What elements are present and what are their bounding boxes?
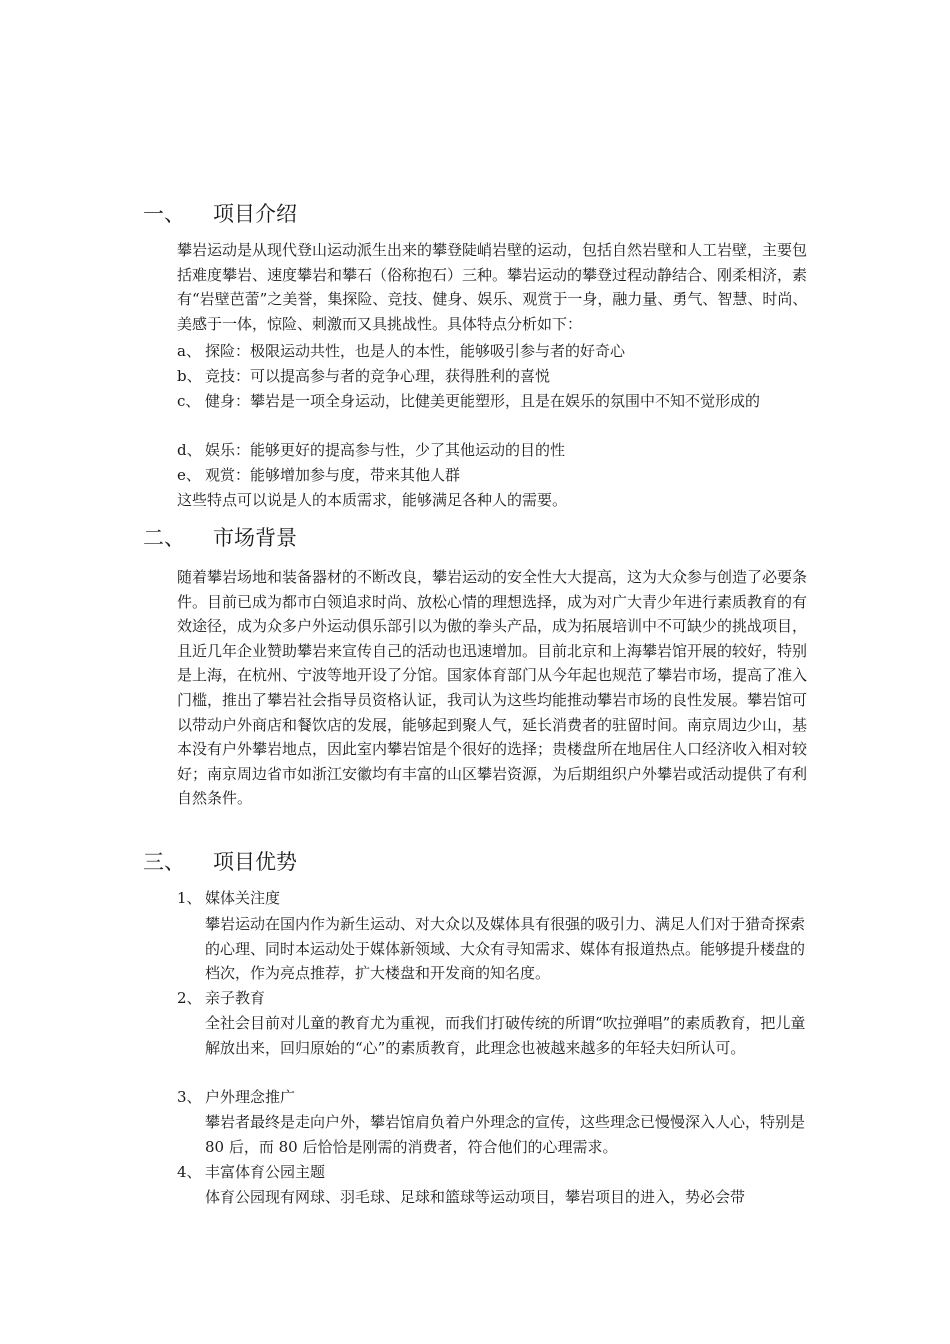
- advantage-title: [177, 886, 280, 911]
- list-text: 竞技：可以提高参与者的竞争心理，获得胜利的喜悦: [205, 367, 551, 385]
- advantage-title: [177, 986, 265, 1011]
- advantage-title-text: 媒体关注度: [205, 889, 281, 907]
- list-text: 娱乐：能够更好的提高参与性，少了其他运动的目的性: [205, 441, 566, 459]
- list-marker: d、: [177, 441, 202, 459]
- advantage-body: 全社会目前对儿童的教育尤为重视，而我们打破传统的所谓“吹拉弹唱”的素质教育，把儿童解放出来，回归原始的“心”的素质教育，此理念也被越来越多的年轻夫妇所认可。: [205, 1014, 806, 1057]
- section-title: 项目介绍: [213, 202, 297, 226]
- list-item: [177, 364, 817, 389]
- advantage-marker: 3、: [177, 1088, 202, 1106]
- advantage-title-text: 丰富体育公园主题: [205, 1163, 326, 1181]
- list-text: 健身：攀岩是一项全身运动，比健美更能塑形，且是在娱乐的氛围中不知不觉形成的: [205, 392, 761, 410]
- section-heading-intro: [143, 200, 297, 228]
- advantage-title: [177, 1085, 295, 1110]
- intro-paragraph: 攀岩运动是从现代登山运动派生出来的攀登陡峭岩壁的运动，包括自然岩壁和人工岩壁，主要包括难度攀岩、速度攀岩和攀石（俗称抱石）三种。攀岩运动的攀登过程动静结合、刚柔相济，素有“岩壁芭蕾”之美誉，集探险、竞技、健身、娱乐、观赏于一身，融力量、勇气、智慧、时尚、美感于一体，惊险、刺激而又具挑战性。具体特点分析如下：: [177, 241, 808, 333]
- section-title: 项目优势: [213, 850, 297, 874]
- section-number: 一、: [143, 202, 185, 226]
- section-heading-advantages: [143, 848, 297, 876]
- section-number: 二、: [143, 526, 185, 550]
- section-number: 三、: [143, 850, 185, 874]
- advantage-marker: 4、: [177, 1163, 202, 1181]
- list-item: [177, 339, 817, 364]
- list-marker: b、: [177, 367, 202, 385]
- market-paragraph: 随着攀岩场地和装备器材的不断改良，攀岩运动的安全性大大提高，这为大众参与创造了必要条件。目前已成为都市白领追求时尚、放松心情的理想选择，成为对广大青少年进行素质教育的有效途径，成为众多户外运动俱乐部引以为傲的拳头产品，成为拓展培训中不可缺少的挑战项目，且近几年企业赞助攀岩来宣传自己的活动也迅速增加。目前北京和上海攀岩馆开展的较好，特别是上海，在杭州、宁波等地开设了分馆。国家体育部门从今年起也规范了攀岩市场，提高了准入门槛，推出了攀岩社会指导员资格认证，我司认为这些均能推动攀岩市场的良性发展。攀岩馆可以带动户外商店和餐饮店的发展，能够起到聚人气，延长消费者的驻留时间。南京周边少山，基本没有户外攀岩地点，因此室内攀岩馆是个很好的选择；贵楼盘所在地居住人口经济收入相对较好；南京周边省市如浙江安徽均有丰富的山区攀岩资源，为后期组织户外攀岩或活动提供了有利自然条件。: [177, 568, 808, 808]
- advantage-body: 攀岩者最终是走向户外，攀岩馆肩负着户外理念的宣传，这些理念已慢慢深入人心，特别是 80 后，而 80 后恰恰是刚需的消费者，符合他们的心理需求。: [205, 1113, 806, 1156]
- advantage-title-text: 户外理念推广: [205, 1088, 296, 1106]
- list-text: 观赏：能够增加参与度，带来其他人群: [205, 466, 461, 484]
- list-text: 探险：极限运动共性，也是人的本性，能够吸引参与者的好奇心: [205, 342, 626, 360]
- list-marker: a、: [177, 342, 201, 360]
- advantage-marker: 2、: [177, 989, 202, 1007]
- advantage-title-text: 亲子教育: [205, 989, 266, 1007]
- section-heading-market: [143, 524, 297, 552]
- list-marker: c、: [177, 392, 201, 410]
- list-item: [177, 463, 817, 488]
- list-item: [177, 438, 817, 463]
- advantage-body: 攀岩运动在国内作为新生运动、对大众以及媒体具有很强的吸引力、满足人们对于猎奇探索的心理、同时本运动处于媒体新领域、大众有寻知需求、媒体有报道热点。能够提升楼盘的档次，作为亮点推荐，扩大楼盘和开发商的知名度。: [205, 915, 806, 983]
- advantage-marker: 1、: [177, 889, 202, 907]
- list-marker: e、: [177, 466, 201, 484]
- intro-conclusion: 这些特点可以说是人的本质需求，能够满足各种人的需要。: [177, 491, 568, 509]
- section-title: 市场背景: [213, 526, 297, 550]
- advantage-title: [177, 1160, 325, 1185]
- advantage-body: 体育公园现有网球、羽毛球、足球和篮球等运动项目，攀岩项目的进入，势必会带: [205, 1188, 746, 1206]
- list-item: [177, 389, 817, 414]
